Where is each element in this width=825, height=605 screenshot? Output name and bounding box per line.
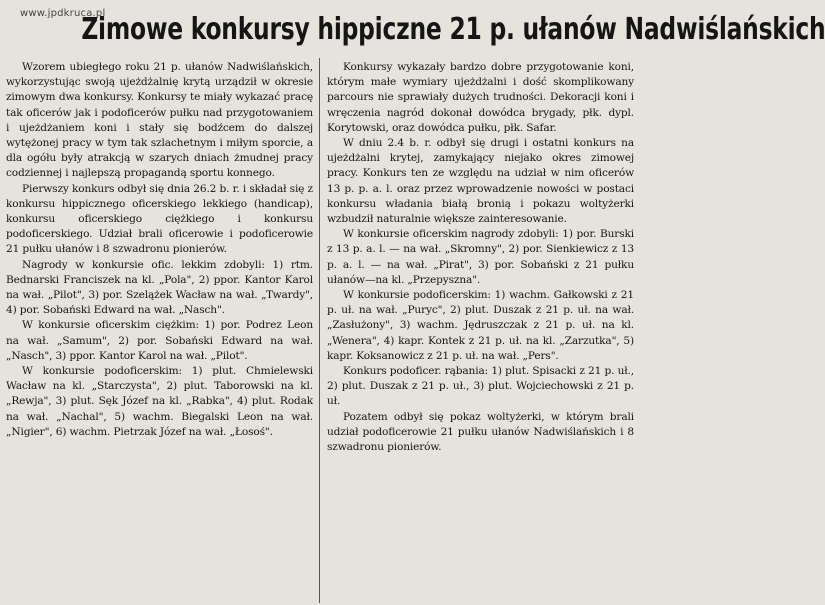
column-divider [319, 58, 320, 603]
paragraph: Wzorem ubiegłego roku 21 p. ułanów Nadwiślańskich, wykorzystując swoją ujeżdżalnię krytą urządził w okresie zimowym dwa konkursy. Konkursy te miały wykazać pracę tak oficerów jak i podoficerów pułku nad przygotowaniem i ujeżdżaniem koni i stały się bodźcem do dalszej wytężonej pracy w tym tak szlachetnym i miłym sporcie, a dla ogółu były atrakcją w szarych dniach żmudnej pracy codziennej i najlepszą propagandą sportu konnego. [6, 61, 313, 180]
site-watermark: www.jpdkruca.pl [20, 8, 106, 19]
paragraph: Konkursy wykazały bardzo dobre przygotowanie koni, którym małe wymiary ujeżdżalni i dość skomplikowany parcours nie sprawiały dużych trudności. Dekoracji koni i wręczenia nagród dokonał dowódca brygady, płk. dypl. Korytowski, oraz dowódca pułku, płk. Safar. [327, 61, 634, 134]
paragraph: Nagrody w konkursie ofic. lekkim zdobyli: 1) rtm. Bednarski Franciszek na kl. „Pola", 2) ppor. Kantor Karol na wał. „Pilot", 3) por. Szelążek Wacław na wał. „Twardy", 4) por. Sobański Edward na wał. „Nasch". [6, 258, 313, 317]
paragraph: W dniu 2.4 b. r. odbył się drugi i ostatni konkurs na ujeżdżalni krytej, zamykający niejako okres zimowej pracy. Konkurs ten ze względu na udział w nim oficerów 13 p. p. a. l. oraz przez wprowadzenie nowości w postaci konkursu władania białą bronią i pokazu woltyżerki wzbudził naturalnie większe zainteresowanie. [327, 137, 634, 226]
paragraph: Pierwszy konkurs odbył się dnia 26.2 b. r. i składał się z konkursu hippicznego oficerskiego lekkiego (handicap), konkursu oficerskiego ciężkiego i konkursu podoficerskiego. Udział brali oficerowie i podoficerowie 21 pułku ułanów i 8 szwadronu pionierów. [6, 182, 313, 256]
left-column [6, 60, 313, 440]
paragraph: W konkursie podoficerskim: 1) plut. Chmielewski Wacław na kl. „Starczysta", 2) plut. Taborowski na kl. „Rewja", 3) plut. Sęk Józef na kl. „Rabka", 4) plut. Rodak na wał. „Nachal", 5) wachm. Biegalski Leon na wał. „Nigier", 6) wachm. Pietrzak Józef na wał. „Łosoś". [6, 365, 313, 438]
article-headline: Zimowe konkursy hippiczne 21 p. ułanów Nadwiślańskich [81, 12, 825, 47]
paragraph: W konkursie oficerskim ciężkim: 1) por. Podrez Leon na wał. „Samum", 2) por. Sobański Edward na wał. „Nasch", 3) ppor. Kantor Karol na wał. „Pilot". [6, 319, 313, 362]
paragraph: W konkursie podoficerskim: 1) wachm. Gałkowski z 21 p. uł. na wał. „Puryc", 2) plut. Duszak z 21 p. uł. na wał. „Zasłużony", 3) wachm. Jędruszczak z 21 p. uł. na kl. „Wenera", 4) kapr. Kontek z 21 p. uł. na kl. „Zarzutka", 5) kapr. Koksanowicz z 21 p. uł. na wał. „Pers". [327, 289, 634, 362]
paragraph: Pozatem odbył się pokaz woltyżerki, w którym brali udział podoficerowie 21 pułku ułanów Nadwiślańskich i 8 szwadronu pionierów. [327, 410, 634, 454]
right-column [327, 60, 634, 455]
paragraph: Konkurs podoficer. rąbania: 1) plut. Spisacki z 21 p. uł., 2) plut. Duszak z 21 p. uł., 3) plut. Wojciechowski z 21 p. uł. [327, 365, 634, 408]
paragraph: W konkursie oficerskim nagrody zdobyli: 1) por. Burski z 13 p. a. l. — na wał. „Skromny", 2) por. Sienkiewicz z 13 p. a. l. — na wał. „Pirat", 3) por. Sobański z 21 pułku ułanów—na kl. „Przepyszna". [327, 228, 634, 286]
